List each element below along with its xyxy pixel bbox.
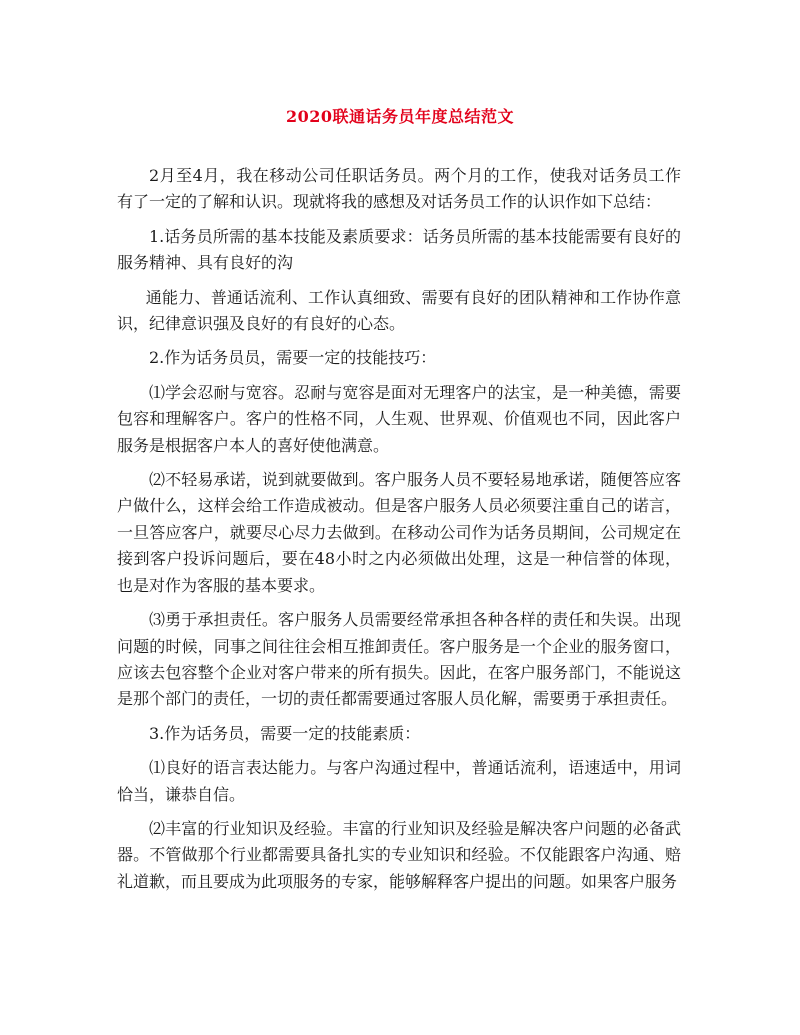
paragraph-section-3: 3.作为话务员，需要一定的技能素质： bbox=[149, 723, 421, 743]
paragraph-section-2: 2.作为话务员员，需要一定的技能技巧： bbox=[149, 348, 437, 368]
paragraph-item-2-3: ⑶勇于承担责任。客户服务人员需要经常承担各种各样的责任和失误。出现问题的时候，同事之间往往会相互推卸责任。客户服务是一个企业的服务窗口，应该去包容整个企业对客户带来的所有损失。因此，在客户服务部门，不能说这是那个部门的责任，一切的责任都需要通过客服人员化解，需要勇于承担责任。 bbox=[117, 610, 681, 709]
paragraph-item-2-2: ⑵不轻易承诺，说到就要做到。客户服务人员不要轻易地承诺，随便答应客户做什么，这样会给工作造成被动。但是客户服务人员必须要注重自己的诺言，一旦答应客户，就要尽心尽力去做到。在移动公司作为话务员期间，公司规定在接到客户投诉问题后，要在48小时之内必须做出处理，这是一种信誉的体现，也是对作为客服的基本要求。 bbox=[117, 470, 681, 595]
paragraph-intro: 2月至4月，我在移动公司任职话务员。两个月的工作，使我对话务员工作有了一定的了解和认识。现就将我的感想及对话务员工作的认识作如下总结： bbox=[117, 166, 681, 212]
document-body bbox=[117, 163, 681, 903]
paragraph-section-1-continued: 通能力、普通话流利、工作认真细致、需要有良好的团队精神和工作协作意识，纪律意识强及良好的有良好的心态。 bbox=[117, 287, 681, 334]
paragraph-item-3-2: ⑵丰富的行业知识及经验。丰富的行业知识及经验是解决客户问题的必备武器。不管做那个行业都需要具备扎实的专业知识和经验。不仅能跟客户沟通、赔礼道歉，而且要成为此项服务的专家，能够解释客户提出的问题。如果客户服务 bbox=[117, 818, 681, 891]
paragraph-section-1: 1.话务员所需的基本技能及素质要求：话务员所需的基本技能需要有良好的服务精神、具有良好的沟 bbox=[117, 226, 681, 273]
paragraph-item-3-1: ⑴良好的语言表达能力。与客户沟通过程中，普通话流利，语速适中，用词恰当，谦恭自信。 bbox=[117, 758, 681, 804]
paragraph-item-2-1: ⑴学会忍耐与宽容。忍耐与宽容是面对无理客户的法宝，是一种美德，需要包容和理解客户。客户的性格不同，人生观、世界观、价值观也不同，因此客户服务是根据客户本人的喜好使他满意。 bbox=[117, 382, 681, 455]
document-title: 2020联通话务员年度总结范文 bbox=[285, 107, 515, 126]
